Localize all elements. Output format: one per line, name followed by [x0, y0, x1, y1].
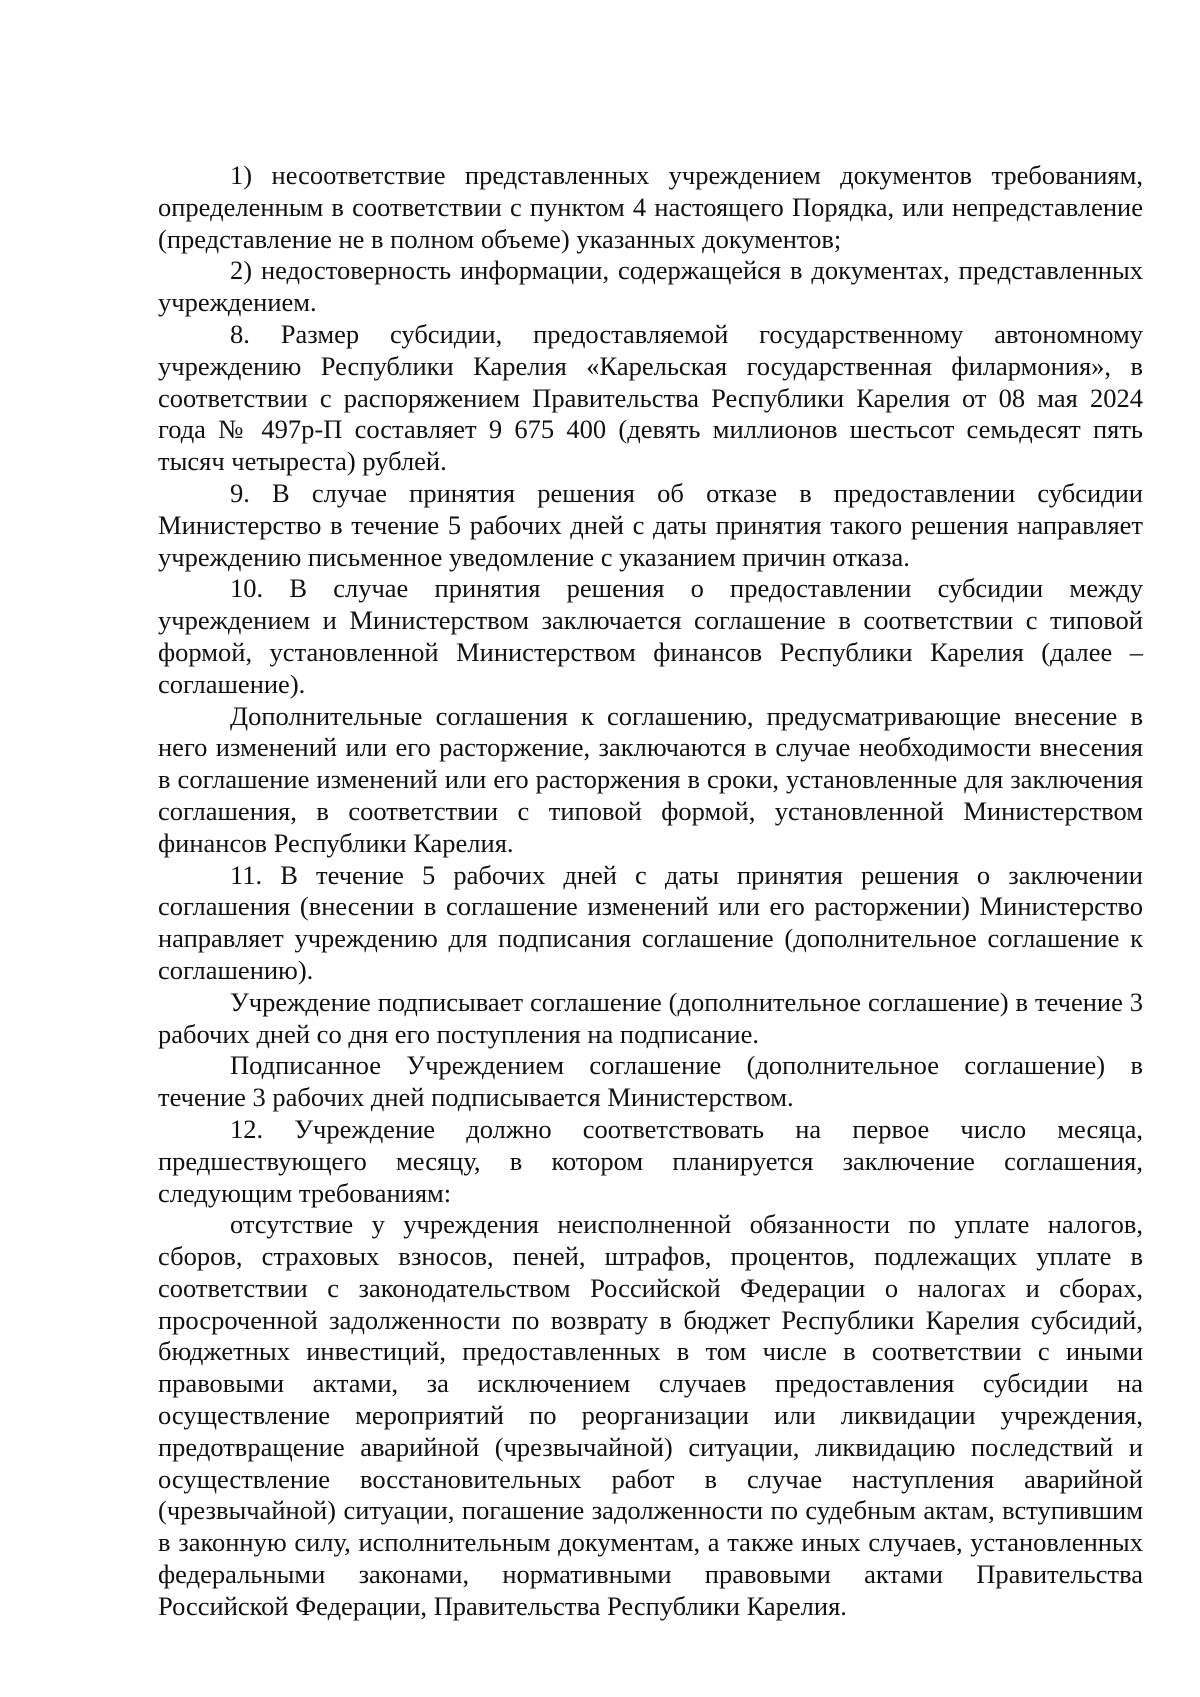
paragraph-requirement-no-debt: отсутствие у учреждения неисполненной обязанности по уплате налогов, сборов, страховых взносов, пеней, штрафов, процентов, подлежащих уплате в соответствии с законодательством Российской Федерации о налогах и сборах, просроченной задолженности по возврату в бюджет Республики Карелия субсидий, бюджетных инвестиций, предоставленных в том числе в соответствии с иными правовыми актами, за исключением случаев предоставления субсидии на осуществление мероприятий по реорганизации или ликвидации учреждения, предотвращение аварийной (чрезвычайной) ситуации, ликвидацию последствий и осуществление восстановительных работ в случае наступления аварийной (чрезвычайной) ситуации, погашение задолженности по судебным актам, вступившим в законную силу, исполнительным документам, а также иных случаев, установленных федеральными законами, нормативными правовыми актами Правительства Российской Федерации, Правительства Республики Карелия. [158, 1209, 1143, 1621]
paragraph-institution-signs: Учреждение подписывает соглашение (дополнительное соглашение) в течение 3 рабочих дней со дня его поступления на подписание. [158, 986, 1143, 1049]
paragraph-item-12: 12. Учреждение должно соответствовать на первое число месяца, предшествующего месяцу, в котором планируется заключение соглашения, следующим требованиям: [158, 1113, 1143, 1208]
paragraph-clause-2: 2) недостоверность информации, содержащейся в документах, представленных учреждением. [158, 255, 1143, 318]
paragraph-item-9: 9. В случае принятия решения об отказе в предоставлении субсидии Министерство в течение 5 рабочих дней с даты принятия такого решения направляет учреждению письменное уведомление с указанием причин отказа. [158, 477, 1143, 572]
document-body [158, 160, 1143, 1623]
paragraph-supplementary-agreements: Дополнительные соглашения к соглашению, предусматривающие внесение в него изменений или его расторжение, заключаются в случае необходимости внесения в соглашение изменений или его расторжения в сроки, установленные для заключения соглашения, в соответствии с типовой формой, установленной Министерством финансов Республики Карелия. [158, 700, 1143, 858]
paragraph-clause-1: 1) несоответствие представленных учреждением документов требованиям, определенным в соответствии с пунктом 4 настоящего Порядка, или непредставление (представление не в полном объеме) указанных документов; [158, 160, 1143, 254]
paragraph-item-8: 8. Размер субсидии, предоставляемой государственному автономному учреждению Республики Карелия «Карельская государственная филармония», в соответствии с распоряжением Правительства Республики Карелия от 08 мая 2024 года № 497р-П составляет 9 675 400 (девять миллионов шестьсот семьдесят пять тысяч четыреста) рублей. [158, 318, 1143, 477]
paragraph-item-10: 10. В случае принятия решения о предоставлении субсидии между учреждением и Министерством заключается соглашение в соответствии с типовой формой, установленной Министерством финансов Республики Карелия (далее – соглашение). [158, 573, 1143, 699]
paragraph-item-11: 11. В течение 5 рабочих дней с даты принятия решения о заключении соглашения (внесении в соглашение изменений или его расторжении) Министерство направляет учреждению для подписания соглашение (дополнительное соглашение к соглашению). [158, 859, 1143, 985]
paragraph-ministry-signs: Подписанное Учреждением соглашение (дополнительное соглашение) в течение 3 рабочих дней подписывается Министерством. [158, 1050, 1143, 1113]
